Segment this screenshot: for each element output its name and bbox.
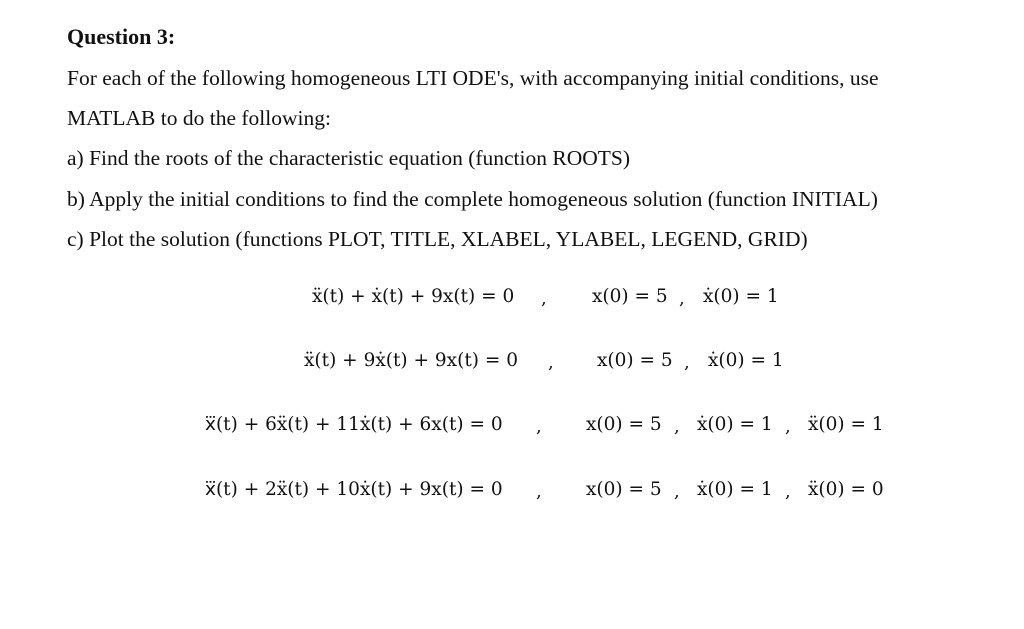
task-c: c) Plot the solution (functions PLOT, TITLE, XLABEL, YLABEL, LEGEND, GRID)	[67, 227, 808, 251]
ic-1-xdot: ẋ(0) = 1	[703, 286, 779, 307]
ode-3: x⃛(t) + 6ẍ(t) + 11ẋ(t) + 6x(t) = 0	[205, 414, 503, 435]
separator-comma: ,	[679, 288, 685, 309]
separator-comma: ,	[536, 481, 542, 502]
ic-2-x: x(0) = 5	[597, 350, 673, 371]
ic-3-xddot: ẍ(0) = 1	[808, 414, 884, 435]
separator-comma: ,	[785, 416, 791, 437]
question-title: Question 3:	[67, 24, 176, 49]
ode-1: ẍ(t) + ẋ(t) + 9x(t) = 0	[312, 286, 515, 307]
ic-4-x: x(0) = 5	[586, 479, 662, 500]
ode-4: x⃛(t) + 2ẍ(t) + 10ẋ(t) + 9x(t) = 0	[205, 479, 503, 500]
separator-comma: ,	[536, 416, 542, 437]
task-b: b) Apply the initial conditions to find the complete homogeneous solution (function INITIAL)	[67, 187, 878, 211]
separator-comma: ,	[674, 481, 680, 502]
separator-comma: ,	[548, 352, 554, 373]
ic-3-x: x(0) = 5	[586, 414, 662, 435]
intro-line-2: MATLAB to do the following:	[67, 106, 331, 130]
ic-4-xddot: ẍ(0) = 0	[808, 479, 884, 500]
separator-comma: ,	[541, 288, 547, 309]
task-a: a) Find the roots of the characteristic equation (function ROOTS)	[67, 146, 631, 170]
ic-3-xdot: ẋ(0) = 1	[697, 414, 773, 435]
separator-comma: ,	[674, 416, 680, 437]
ic-1-x: x(0) = 5	[592, 286, 668, 307]
ic-2-xdot: ẋ(0) = 1	[708, 350, 784, 371]
separator-comma: ,	[684, 352, 690, 373]
intro-line-1: For each of the following homogeneous LTI ODE's, with accompanying initial conditions, use	[67, 66, 879, 90]
separator-comma: ,	[785, 481, 791, 502]
ode-2: ẍ(t) + 9ẋ(t) + 9x(t) = 0	[304, 350, 519, 371]
ic-4-xdot: ẋ(0) = 1	[697, 479, 773, 500]
